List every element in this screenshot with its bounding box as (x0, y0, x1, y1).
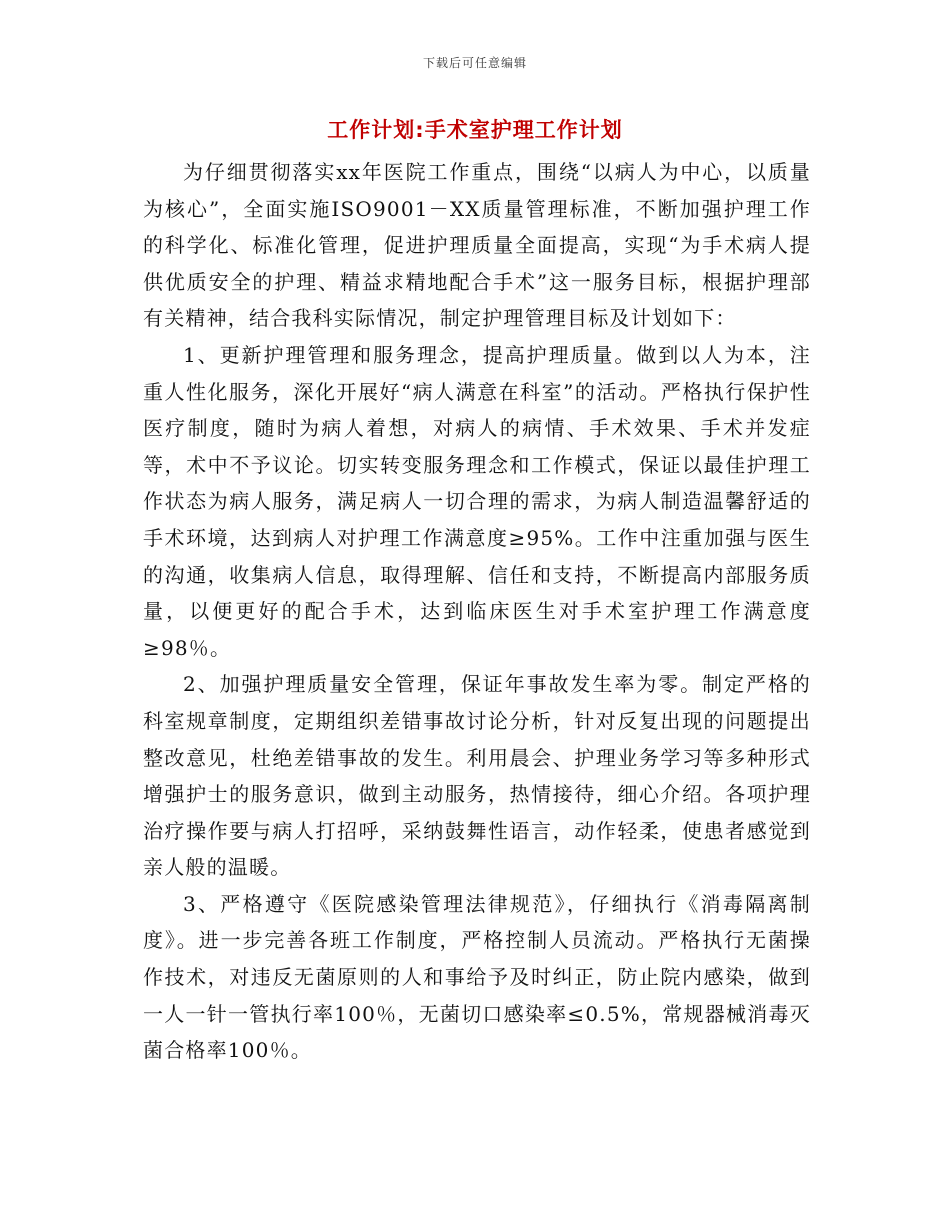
document-body (143, 154, 811, 1069)
header-note: 下载后可任意编辑 (422, 56, 527, 70)
paragraph-item-1: 1、更新护理管理和服务理念，提高护理质量。做到以人为本，注重人性化服务，深化开展好“病人满意在科室”的活动。严格执行保护性医疗制度，随时为病人着想，对病人的病情、手术效果、手术并发症等，术中不予议论。切实转变服务理念和工作模式，保证以最佳护理工作状态为病人服务，满足病人一切合理的需求，为病人制造温馨舒适的手术环境，达到病人对护理工作满意度≥95%。工作中注重加强与医生的沟通，收集病人信息，取得理解、信任和支持，不断提高内部服务质量，以便更好的配合手术，达到临床医生对手术室护理工作满意度≥98％。 (143, 342, 811, 660)
paragraph-intro: 为仔细贯彻落实xx年医院工作重点，围绕“以病人为中心，以质量为核心”，全面实施ISO9001－XX质量管理标准，不断加强护理工作的科学化、标准化管理，促进护理质量全面提高，实现“为手术病人提供优质安全的护理、精益求精地配合手术”这一服务目标，根据护理部有关精神，结合我科实际情况，制定护理管理目标及计划如下： (143, 160, 811, 331)
document-title: 工作计划:手术室护理工作计划 (327, 118, 623, 142)
paragraph-item-3: 3、严格遵守《医院感染管理法律规范》，仔细执行《消毒隔离制度》。进一步完善各班工作制度，严格控制人员流动。严格执行无菌操作技术，对违反无菌原则的人和事给予及时纠正，防止院内感染，做到一人一针一管执行率100％，无菌切口感染率≤0.5%，常规器械消毒灭菌合格率100％。 (143, 891, 811, 1063)
paragraph-item-2: 2、加强护理质量安全管理，保证年事故发生率为零。制定严格的科室规章制度，定期组织差错事故讨论分析，针对反复出现的问题提出整改意见，杜绝差错事故的发生。利用晨会、护理业务学习等多种形式增强护士的服务意识，做到主动服务，热情接待，细心介绍。各项护理治疗操作要与病人打招呼，采纳鼓舞性语言，动作轻柔，使患者感觉到亲人般的温暖。 (143, 672, 811, 880)
